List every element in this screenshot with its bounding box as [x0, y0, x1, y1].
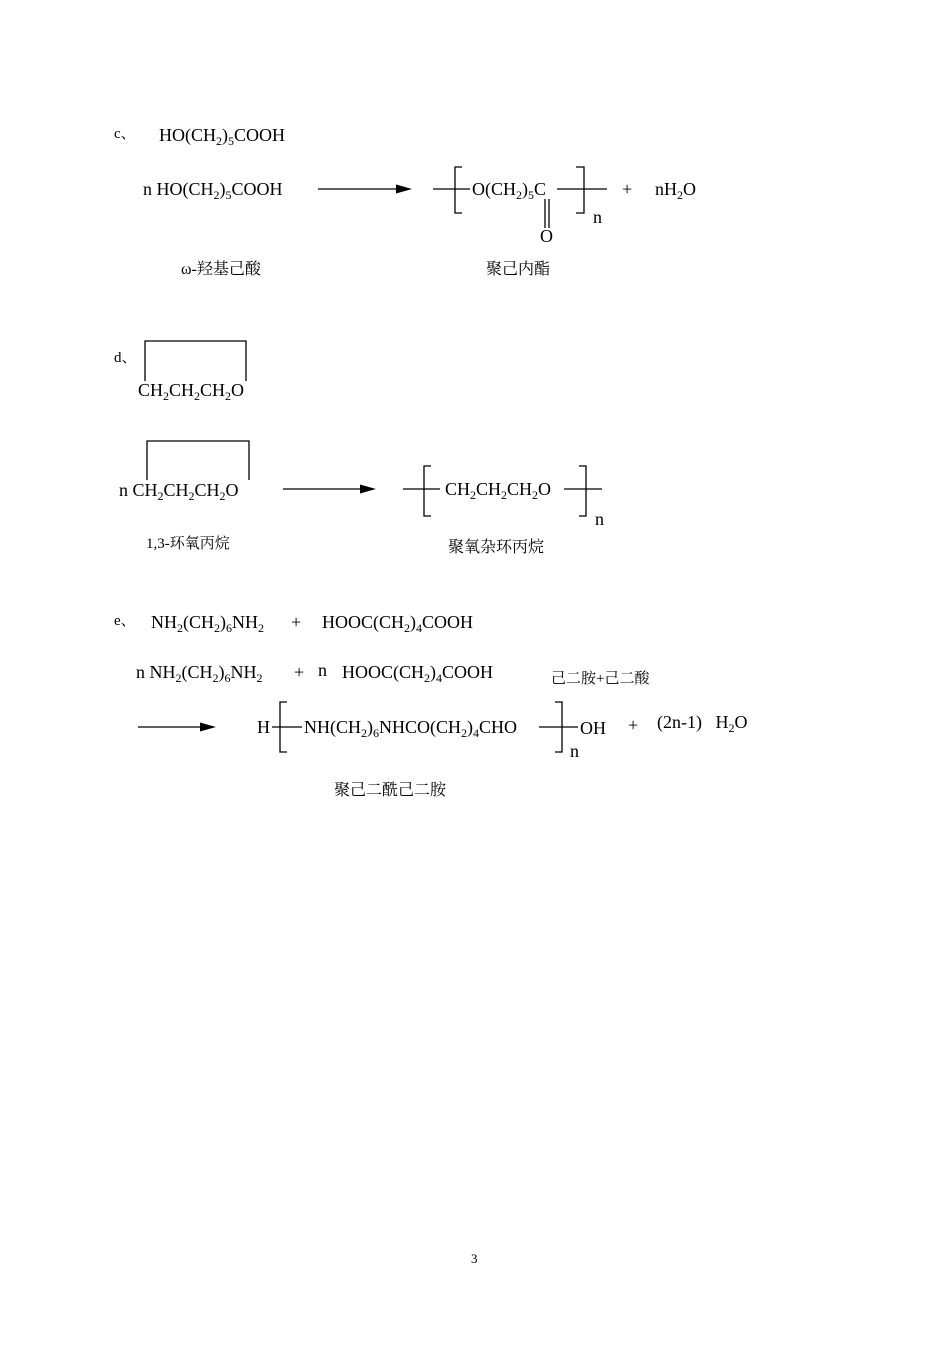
section-e-reactant-names: 己二胺+己二酸: [551, 671, 650, 687]
section-c-byproduct: $nH_2O$: [655, 179, 696, 202]
section-c-label: c、: [114, 126, 136, 142]
section-e-byproduct: (2n-1) $H_2O$: [657, 712, 748, 735]
section-c-plus: +: [622, 179, 633, 199]
section-e-repeat-n: n: [570, 741, 579, 761]
section-d-product-formula: $CH_2CH_2CH_2O$: [445, 479, 552, 502]
page-number: 3: [471, 1251, 478, 1266]
section-c-reactant: n $HO(CH_2)_5COOH$: [143, 179, 283, 202]
section-d-label: d、: [114, 350, 137, 366]
section-d-reactant: n $CH_2CH_2CH_2O$: [119, 480, 239, 503]
section-d-title-formula: $CH_2CH_2CH_2O$: [138, 380, 245, 403]
section-e-product-name: 聚己二酰己二胺: [334, 782, 447, 799]
section-d-product-name: 聚氧杂环丙烷: [448, 539, 545, 556]
section-e-product-formula: $NH(CH_2)_6NHCO(CH_2)_4CHO$: [304, 717, 518, 740]
section-d-repeat-n: n: [595, 509, 604, 529]
section-e-reactant-n2: n: [318, 660, 327, 680]
section-c-title-formula: $HO(CH_2)_5COOH$: [159, 125, 286, 148]
section-e-reactant-amine: n $NH_2(CH_2)_6NH_2$: [136, 662, 263, 685]
section-e-reactant-plus: +: [294, 662, 305, 682]
section-e-product-oh: OH: [580, 718, 606, 738]
section-e-title-acid: $HOOC(CH_2)_4COOH$: [322, 612, 474, 635]
section-e-plus: +: [628, 715, 639, 735]
reaction-c-structure: [318, 167, 607, 228]
section-e-title-amine: $NH_2(CH_2)_6NH_2$: [151, 612, 264, 635]
section-c-product-formula: $O(CH_2)_5C$: [472, 179, 547, 202]
section-c-repeat-n: n: [593, 207, 602, 227]
section-c-carbonyl-oxygen: O: [540, 226, 553, 246]
reaction-arrow-head: [396, 185, 412, 194]
section-e-reactant-acid: $HOOC(CH_2)_4COOH$: [342, 662, 494, 685]
section-c-product-name: 聚己内酯: [486, 261, 551, 278]
section-e-label: e、: [114, 613, 136, 629]
section-e-product-h: H: [257, 717, 270, 737]
section-e-title-plus: +: [291, 612, 302, 632]
section-c-reactant-name: ω-羟基己酸: [181, 261, 261, 278]
section-d-reactant-name: 1,3-环氧丙烷: [146, 536, 230, 552]
